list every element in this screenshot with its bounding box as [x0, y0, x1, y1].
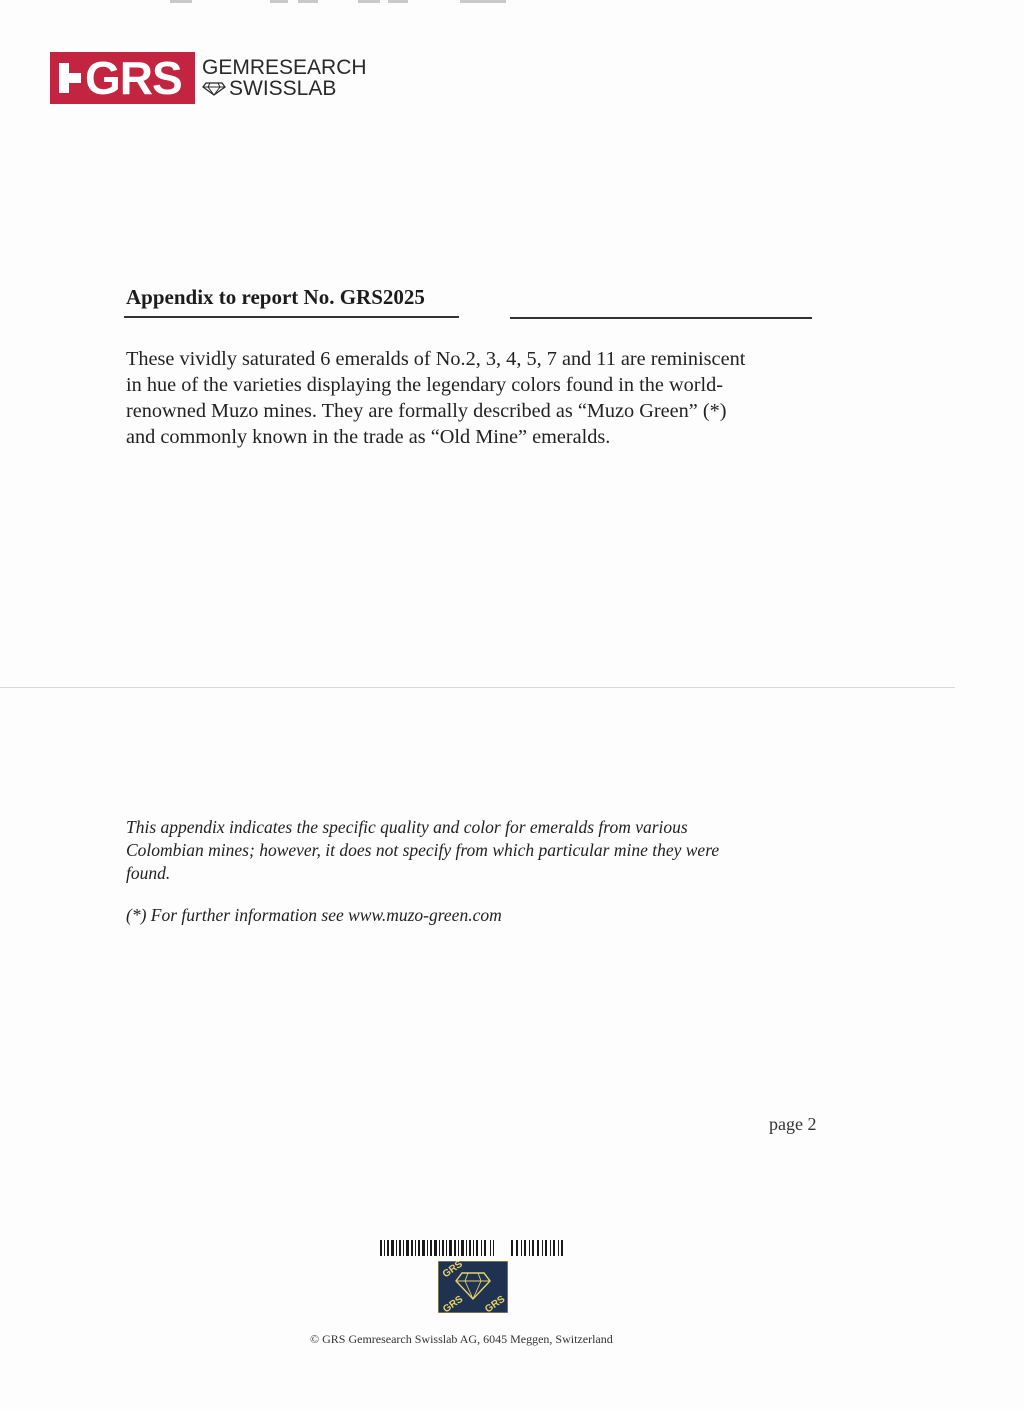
disclaimer-line: This appendix indicates the specific quality and color for emeralds from various [126, 817, 688, 837]
logo-wordmark [202, 57, 367, 99]
seal-text: GRS [441, 1293, 466, 1313]
logo-mark [50, 52, 195, 104]
logo-mark-text: GRS [85, 52, 182, 104]
page-number: page 2 [769, 1114, 817, 1134]
diamond-icon [202, 82, 226, 96]
paragraph-line: These vividly saturated 6 emeralds of No.2, 3, 4, 5, 7 and 11 are reminiscent [126, 348, 746, 370]
scan-artifact [170, 0, 510, 4]
grs-logo [50, 52, 367, 104]
logo-line-2: SWISSLAB [229, 77, 337, 100]
seal-text: GRS [483, 1293, 508, 1313]
disclaimer-line: found. [126, 863, 171, 883]
footnote: (*) For further information see www.muzo-green.com [126, 905, 502, 925]
copyright-line: © GRS Gemresearch Swisslab AG, 6045 Meggen, Switzerland [310, 1332, 613, 1346]
swiss-cross-icon [55, 57, 83, 99]
disclaimer-note [126, 816, 826, 885]
paragraph-line: and commonly known in the trade as “Old Mine” emeralds. [126, 426, 611, 448]
fold-line [0, 687, 955, 688]
appendix-paragraph [126, 346, 831, 450]
seal-text: GRS [440, 1261, 465, 1281]
security-seal [438, 1261, 508, 1313]
report-number-line [510, 317, 812, 319]
heading-underline [124, 316, 459, 318]
disclaimer-line: Colombian mines; however, it does not specify from which particular mine they were [126, 840, 720, 860]
barcode [380, 1240, 566, 1256]
appendix-heading: Appendix to report No. GRS2025 [126, 285, 425, 309]
logo-line-1: GEMRESEARCH [202, 56, 367, 79]
paragraph-line: renowned Muzo mines. They are formally described as “Muzo Green” (*) [126, 400, 727, 422]
paragraph-line: in hue of the varieties displaying the legendary colors found in the world- [126, 374, 724, 396]
